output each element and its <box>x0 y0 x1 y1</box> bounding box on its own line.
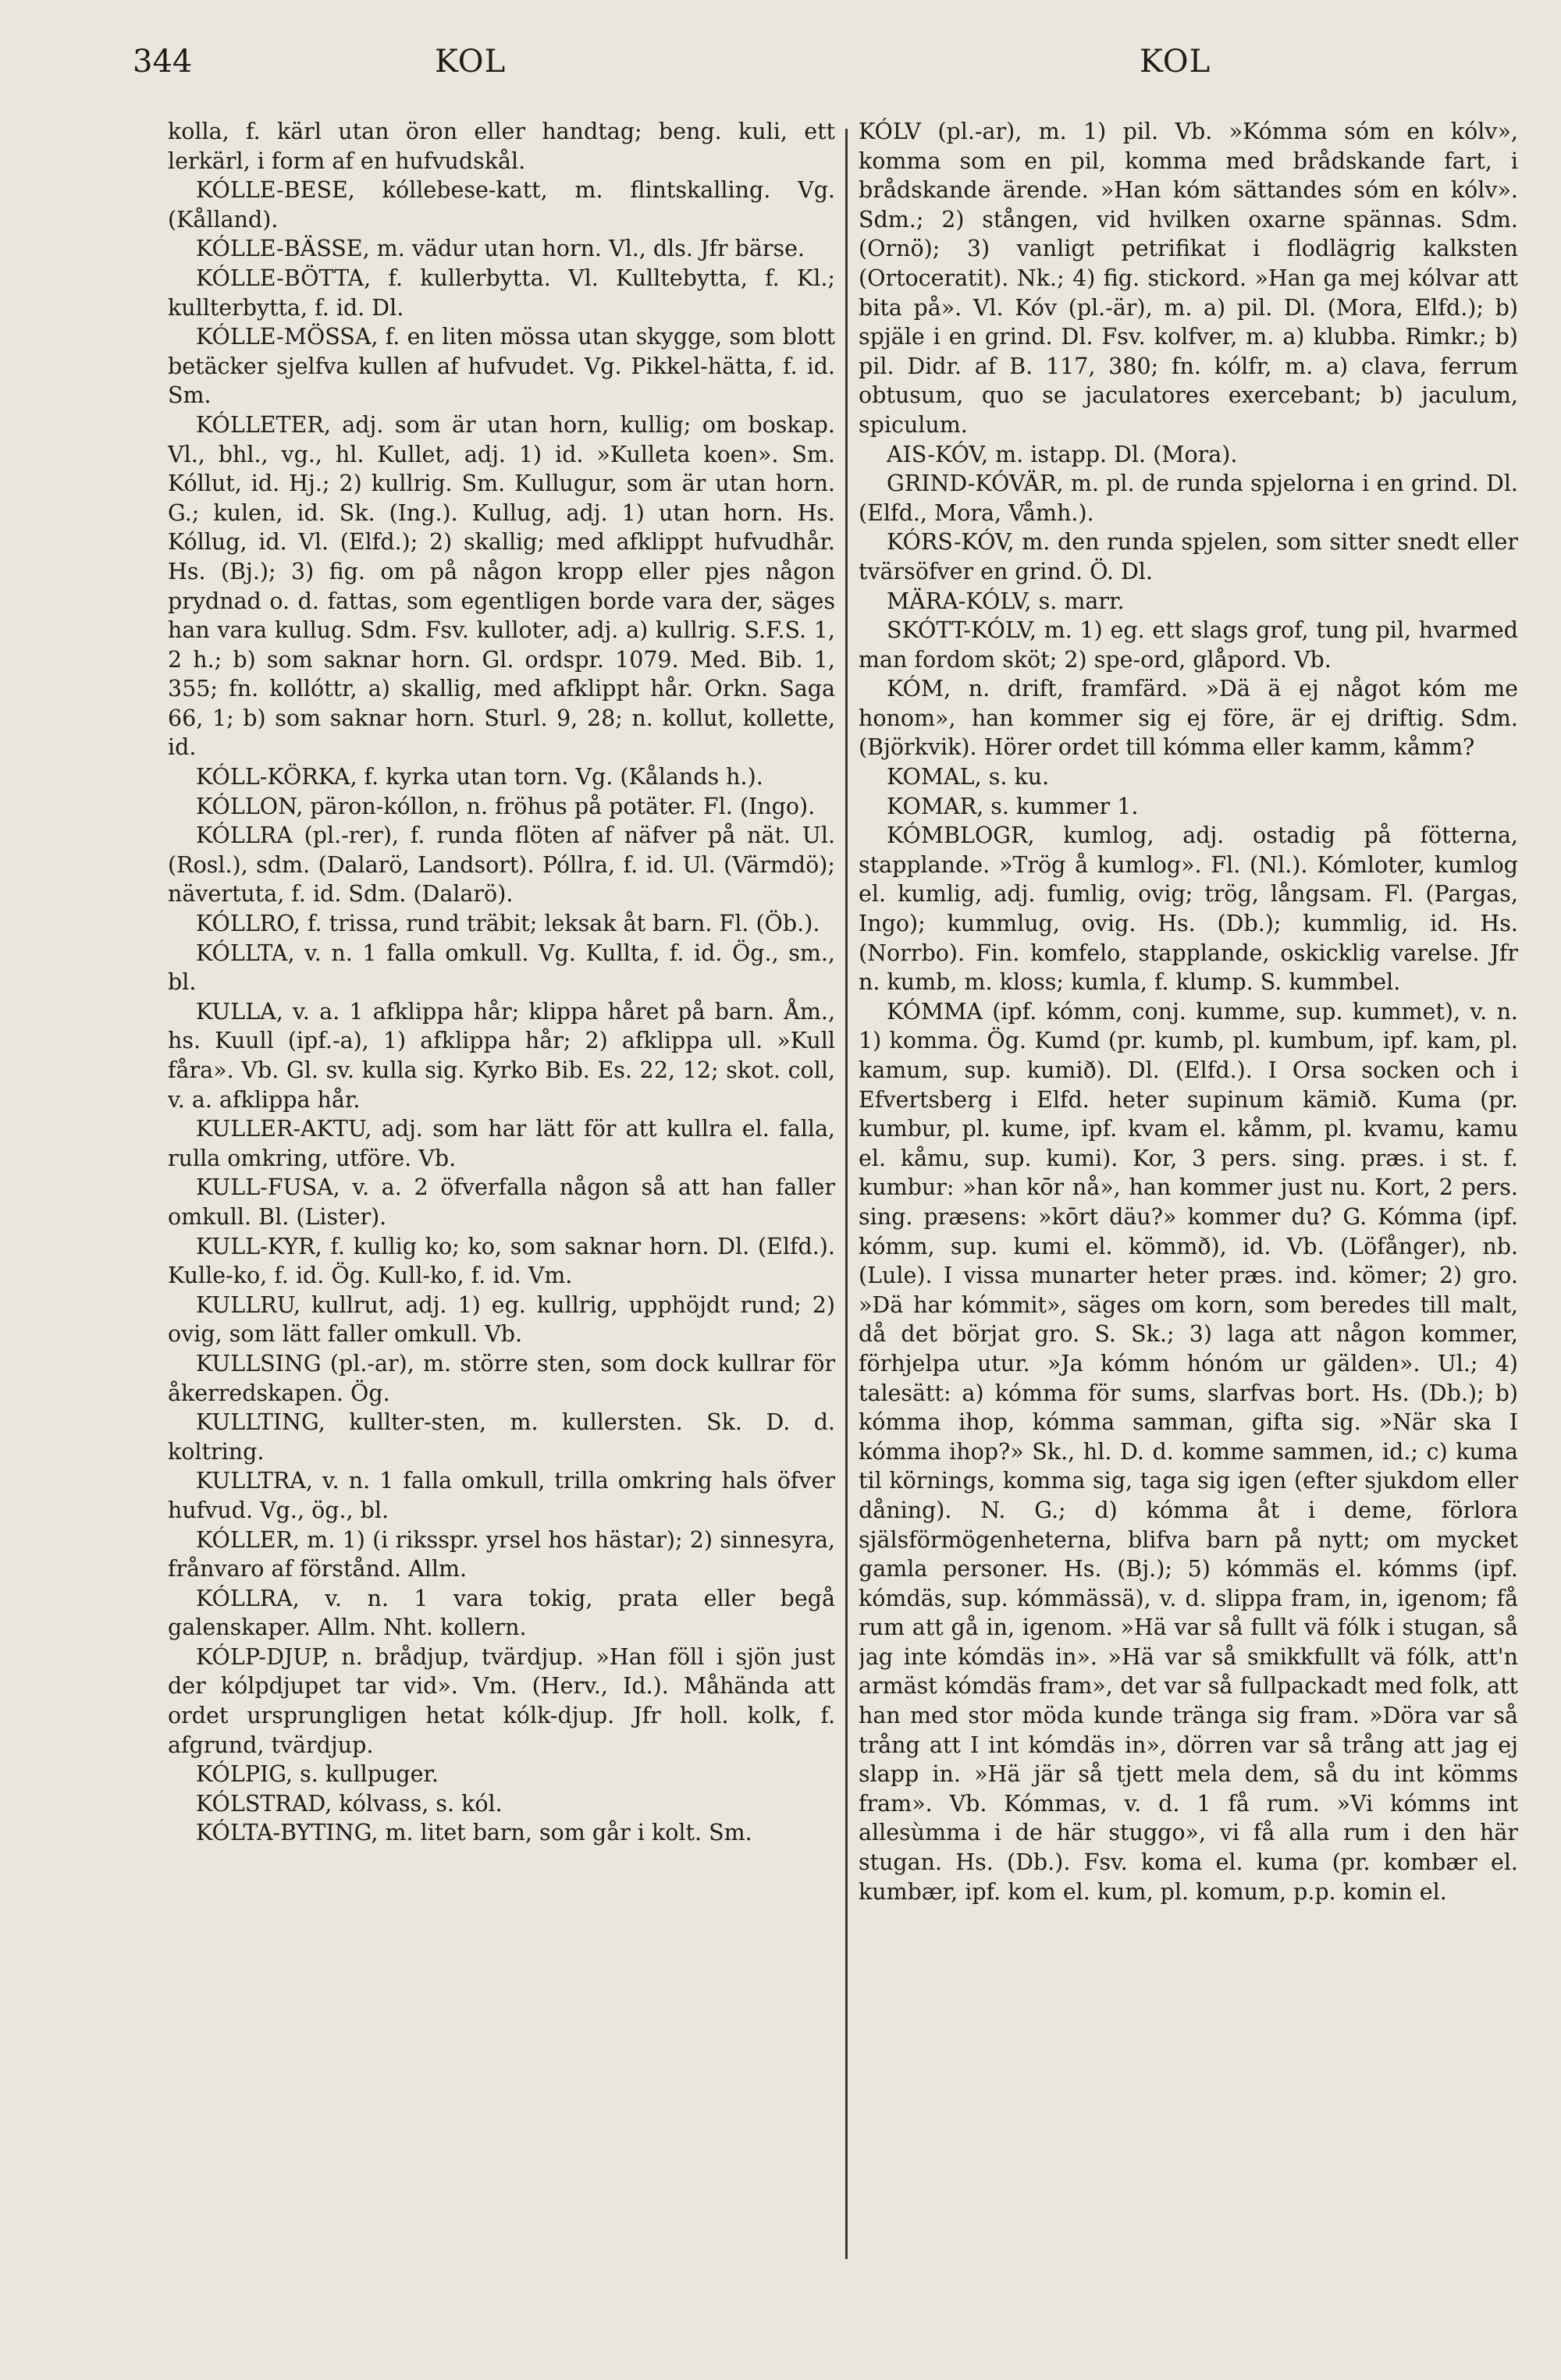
dictionary-entry: GRIND-KÓVÄR, m. pl. de runda spjelorna i en grind. Dl. (Elfd., Mora, Våmh.). <box>859 471 1518 526</box>
right-column <box>859 117 1518 2333</box>
dictionary-entry: AIS-KÓV, m. istapp. Dl. (Mora). <box>887 441 1238 467</box>
dictionary-entry: kolla, f. kärl utan öron eller handtag; beng. kuli, ett lerkärl, i form af en hufvudskål. <box>168 119 835 174</box>
dictionary-entry: KOMAL, s. ku. <box>887 764 1050 790</box>
dictionary-entry: KÓLLTA, v. n. 1 falla omkull. Vg. Kullta, f. id. Ög., sm., bl. <box>168 940 835 996</box>
dictionary-entry: KULL-FUSA, v. a. 2 öfverfalla någon så att han faller omkull. Bl. (Lister). <box>168 1174 835 1230</box>
dictionary-entry: KÓLLE-BÖTTA, f. kullerbytta. Vl. Kulltebytta, f. Kl.; kullterbytta, f. id. Dl. <box>168 265 835 321</box>
left-running-head: KOL <box>435 44 507 80</box>
dictionary-entry: KÓMMA (ipf. kómm, conj. kumme, sup. kummet), v. n. 1) komma. Ög. Kumd (pr. kumb, pl. kumbum, ipf. kam, pl. kamum, sup. kumið). Dl. (Elfd.). I Orsa socken och i Efvertsberg i Elfd. heter supinum kämið. Kuma (pr. kumbur, pl. kume, ipf. kvam el. kåmm, pl. kvamu, kamu el. kåmu, sup. kumi). Kor, 3 pers. sing. præs. i st. f. kumbur: »han kōr nå», han kommer just nu. Kort, 2 pers. sing. præsens: »kōrt däu?» kommer du? G. Kómma (ipf. kómm, sup. kumi el. kömmð), id. Vb. (Löfånger), nb. (Lule). I vissa munarter heter præs. ind. kömer; 2) gro. »Dä har kómmit», säges om korn, som beredes till malt, då det börjat gro. S. Sk.; 3) laga att någon kommer, förhjelpa utur. »Ja kómm hónóm ur gälden». Ul.; 4) talesätt: a) kómma för sums, slarfvas bort. Hs. (Db.); b) kómma ihop, kómma samman, gifta sig. »När ska I kómma ihop?» Sk., hl. D. d. komme sammen, id.; c) kuma til körnings, komma sig, taga sig igen (efter sjukdom eller dåning). N. G.; d) kómma åt i deme, förlora själsförmögenheterna, blifva barn på nytt; om mycket gamla personer. Hs. (Bj.); 5) kómmäs el. kómms (ipf. kómdäs, sup. kómmässä), v. d. slippa fram, in, igenom; få rum att gå in, igenom. »Hä var så fullt vä fólk i stugan, så jag inte kómdäs in». »Hä var så smikkfullt vä fólk, att'n armäst kómdäs fram», det var så fullpackadt med folk, att han med stor möda kunde tränga sig fram. »Döra var så trång att I int kómdäs in», dörren var så trång att jag ej slapp in. »Hä jär så tjett mela dem, så du int kömms fram». Vb. Kómmas, v. d. 1 få rum. »Vi kómms int allesùmma i de här stuggo», vi få alla rum i den här stugan. Hs. (Db.). Fsv. koma el. kuma (pr. kombær el. kumbær, ipf. kom el. kum, pl. komum, p.p. komin el. <box>859 998 1518 1905</box>
dictionary-entry: MÄRA-KÓLV, s. marr. <box>887 588 1125 614</box>
dictionary-entry: KÓLLE-MÖSSA, f. en liten mössa utan skygge, som blott betäcker sjelfva kullen af hufvudet. Vg. Pikkel-hätta, f. id. Sm. <box>168 324 835 409</box>
dictionary-entry: KÓLLETER, adj. som är utan horn, kullig; om boskap. Vl., bhl., vg., hl. Kullet, adj. 1) id. »Kulleta koen». Sm. Kóllut, id. Hj.; 2) kullrig. Sm. Kullugur, som är utan horn. G.; kulen, id. Sk. (Ing.). Kullug, adj. 1) utan horn. Hs. Kóllug, id. Vl. (Elfd.); 2) skallig; med afklippt hufvudhår. Hs. (Bj.); 3) fig. om på någon kropp eller pjes någon prydnad o. d. fattas, som egentligen borde vara der, säges han vara kullug. Sdm. Fsv. kulloter, adj. a) kullrig. S.F.S. 1, 2 h.; b) som saknar horn. Gl. ordspr. 1079. Med. Bib. 1, 355; fn. kollóttr, a) skallig, med afklippt hår. Orkn. Saga 66, 1; b) som saknar horn. Sturl. 9, 28; n. kollut, kollette, id. <box>168 411 835 761</box>
dictionary-entry: KÓM, n. drift, framfärd. »Dä ä ej något kóm me honom», han kommer sig ej före, är ej driftig. Sdm. (Björkvik). Hörer ordet till kómma eller kamm, kåmm? <box>859 676 1518 761</box>
right-running-head: KOL <box>1140 44 1211 80</box>
dictionary-entry: KULLTRA, v. n. 1 falla omkull, trilla omkring hals öfver hufvud. Vg., ög., bl. <box>168 1468 835 1523</box>
dictionary-entry: KULLA, v. a. 1 afklippa hår; klippa håret på barn. Åm., hs. Kuull (ipf.-a), 1) afklippa hår; 2) afklippa ull. »Kull fåra». Vb. Gl. sv. kulla sig. Kyrko Bib. Es. 22, 12; skot. coll, v. a. afklippa hår. <box>168 998 835 1113</box>
dictionary-entry: KÓMBLOGR, kumlog, adj. ostadig på fötterna, stapplande. »Trög å kumlog». Fl. (Nl.). Kómloter, kumlog el. kumlig, adj. fumlig, ovig; trög, långsam. Fl. (Pargas, Ingo); kummlug, ovig. Hs. (Db.); kummlig, id. Hs. (Norrbo). Fin. komfelo, stapplande, oskicklig varelse. Jfr n. kumb, m. kloss; kumla, f. klump. S. kummbel. <box>859 822 1518 996</box>
left-column <box>168 117 835 2333</box>
page-header <box>133 44 1514 91</box>
dictionary-entry: KÓLTA-BYTING, m. litet barn, som går i kolt. Sm. <box>196 1820 752 1846</box>
dictionary-entry: KULLTING, kullter-sten, m. kullersten. Sk. D. d. koltring. <box>168 1409 835 1465</box>
dictionary-entry: KÓLP-DJUP, n. brådjup, tvärdjup. »Han föll i sjön just der kólpdjupet tar vid». Vm. (Herv., Id.). Måhända att ordet ursprungligen hetat kólk-djup. Jfr holl. kolk, f. afgrund, tvärdjup. <box>168 1643 835 1758</box>
dictionary-entry: KÓLLRA, v. n. 1 vara tokig, prata eller begå galenskaper. Allm. Nht. kollern. <box>168 1585 835 1641</box>
dictionary-entry: KÓLLON, päron-kóllon, n. fröhus på potäter. Fl. (Ingo). <box>196 793 816 819</box>
column-divider <box>845 129 848 2259</box>
dictionary-entry: KÓLV (pl.-ar), m. 1) pil. Vb. »Kómma sóm en kólv», komma som en pil, komma med brådskande fart, i brådskande ärende. »Han kóm sättandes sóm en kólv». Sdm.; 2) stången, vid hvilken oxarne spännas. Sdm. (Ornö); 3) vanligt petrifikat i flodlägrig kalksten (Ortoceratit). Nk.; 4) fig. stickord. »Han ga mej kólvar att bita på». Vl. Kóv (pl.-är), m. a) pil. Dl. (Mora, Elfd.); b) spjäle i en grind. Dl. Fsv. kolfver, m. a) klubba. Rimkr.; b) pil. Didr. af B. 117, 380; fn. kólfr, m. a) clava, ferrum obtusum, quo se jaculatores exercebant; b) jaculum, spiculum. <box>859 119 1518 438</box>
dictionary-entry: KULL-KYR, f. kullig ko; ko, som saknar horn. Dl. (Elfd.). Kulle-ko, f. id. Ög. Kull-ko, f. id. Vm. <box>168 1233 835 1289</box>
dictionary-entry: KOMAR, s. kummer 1. <box>887 793 1139 819</box>
dictionary-entry: KÓLLE-BESE, kóllebese-katt, m. flintskalling. Vg. (Kålland). <box>168 177 835 233</box>
dictionary-entry: KULLRU, kullrut, adj. 1) eg. kullrig, upphöjdt rund; 2) ovig, som lätt faller omkull. Vb. <box>168 1291 835 1348</box>
dictionary-entry: KÓLLRO, f. trissa, rund träbit; leksak åt barn. Fl. (Öb.). <box>196 911 820 937</box>
dictionary-entry: KÓLSTRAD, kólvass, s. kól. <box>196 1790 503 1817</box>
dictionary-entry: KÓLLER, m. 1) (i riksspr. yrsel hos hästar); 2) sinnesyra, frånvaro af förstånd. Allm. <box>168 1526 835 1583</box>
dictionary-entry: SKÓTT-KÓLV, m. 1) eg. ett slags grof, tung pil, hvarmed man fordom sköt; 2) spe-ord, glåpord. Vb. <box>859 617 1518 673</box>
dictionary-entry: KÓLPIG, s. kullpuger. <box>196 1761 439 1788</box>
dictionary-entry: KÓLLE-BÄSSE, m. vädur utan horn. Vl., dls. Jfr bärse. <box>196 236 805 262</box>
dictionary-entry: KÓRS-KÓV, m. den runda spjelen, som sitter snedt eller tvärsöfver en grind. Ö. Dl. <box>859 529 1518 584</box>
dictionary-entry: KULLSING (pl.-ar), m. större sten, som dock kullrar för åkerredskapen. Ög. <box>168 1350 835 1406</box>
dictionary-entry: KULLER-AKTU, adj. som har lätt för att kullra el. falla, rulla omkring, utföre. Vb. <box>168 1116 835 1171</box>
dictionary-entry: KÓLLRA (pl.-rer), f. runda flöten af näfver på nät. Ul. (Rosl.), sdm. (Dalarö, Landsort). Póllra, f. id. Ul. (Värmdö); nävertuta, f. id. Sdm. (Dalarö). <box>168 822 835 908</box>
page-number: 344 <box>133 44 193 80</box>
dictionary-entry: KÓLL-KÖRKA, f. kyrka utan torn. Vg. (Kålands h.). <box>196 764 763 790</box>
